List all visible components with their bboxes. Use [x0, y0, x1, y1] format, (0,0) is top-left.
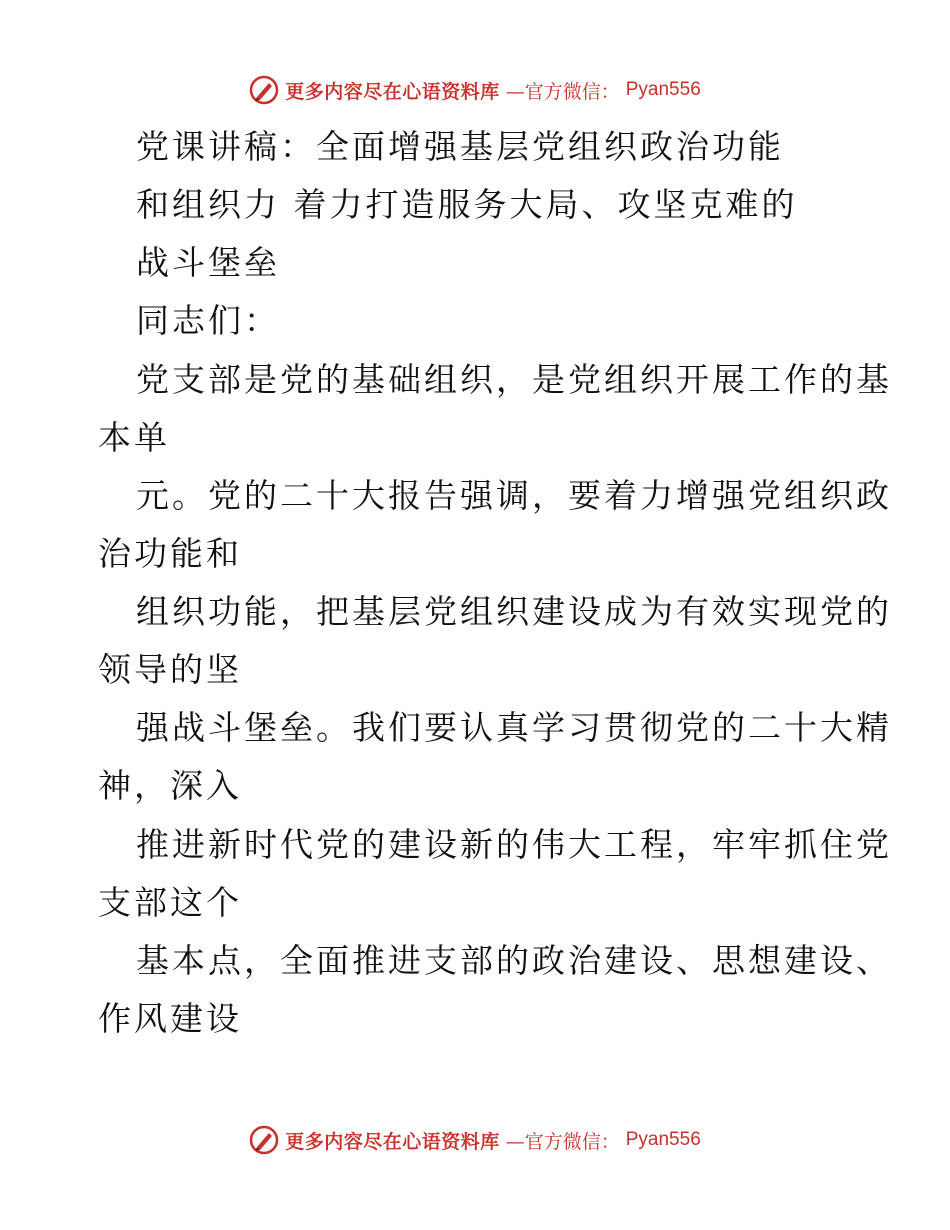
title-line-3: 战斗堡垒: [136, 243, 280, 282]
body-line: 神，深入: [98, 766, 242, 805]
pen-logo-icon: [249, 1125, 279, 1155]
header-contact-text: —官方微信：: [505, 80, 620, 103]
title-line-1: 党课讲稿：全面增强基层党组织政治功能: [136, 127, 784, 166]
header-wechat-id: Pyan556: [625, 79, 701, 100]
salutation: 同志们：: [136, 301, 280, 340]
pen-logo-icon: [249, 75, 279, 105]
body-line: 组织功能，把基层党组织建设成为有效实现党的: [136, 592, 892, 631]
body-line: 领导的坚: [98, 650, 242, 689]
body-line: 作风建设: [98, 999, 242, 1038]
body-line: 元。党的二十大报告强调，要着力增强党组织政: [136, 476, 892, 515]
body-line: 本单: [98, 418, 170, 457]
body-line: 基本点，全面推进支部的政治建设、思想建设、: [136, 941, 892, 980]
title-line-2: 和组织力 着力打造服务大局、攻坚克难的: [136, 185, 798, 224]
body-line: 支部这个: [98, 883, 242, 922]
footer-brand-text: 更多内容尽在心语资料库: [285, 1130, 500, 1153]
footer-banner: [0, 1122, 950, 1158]
header-banner: [0, 72, 950, 108]
footer-wechat-id: Pyan556: [625, 1129, 701, 1150]
body-line: 推进新时代党的建设新的伟大工程，牢牢抓住党: [136, 825, 892, 864]
footer-contact-text: —官方微信：: [505, 1130, 620, 1153]
body-line: 治功能和: [98, 534, 242, 573]
body-line: 党支部是党的基础组织，是党组织开展工作的基: [136, 360, 892, 399]
header-brand-text: 更多内容尽在心语资料库: [285, 80, 500, 103]
body-line: 强战斗堡垒。我们要认真学习贯彻党的二十大精: [136, 708, 892, 747]
